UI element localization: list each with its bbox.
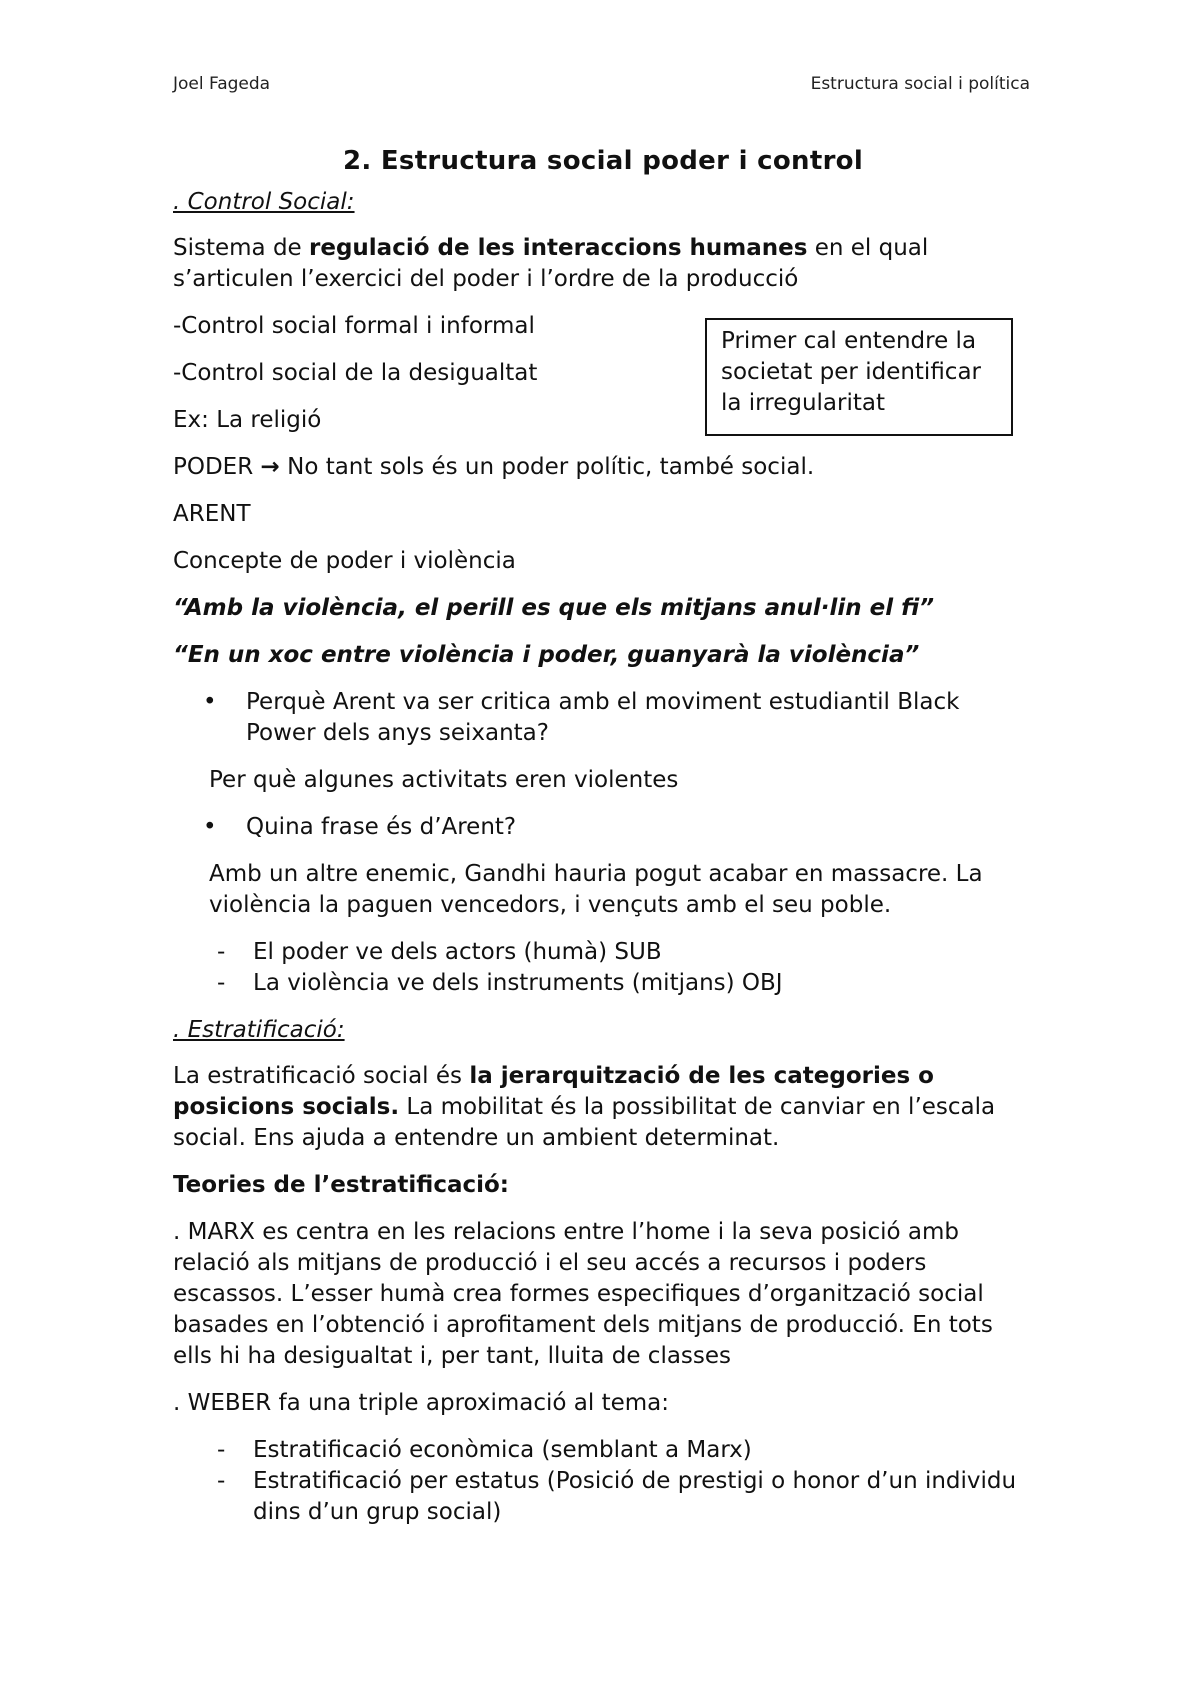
control-line-desigualtat: -Control social de la desigualtat [173,360,538,386]
control-line-example: Ex: La religió [173,407,322,433]
poder-line [173,452,1033,483]
marx-paragraph: . MARX es centra en les relacions entre l’home i la seva posició amb relació als mitjans de producció i el seu accés a recursos i poders escassos. L’esser humà crea formes especifiques d’organització social basades en l’obtenció i aprofitament dels mitjans de producció. En tots ells hi ha desigualtat i, per tant, lluita de classes [173,1219,993,1369]
definition-text-post: en el qual s’articulen l’exercici del poder i l’ordre de la producció [173,235,929,292]
list-item-text: La violència ve dels instruments (mitjans) OBJ [253,970,783,996]
dash-icon: - [217,1468,226,1494]
header-author: Joel Fageda [173,74,271,94]
document-body [173,144,1033,1544]
definition-text-pre: Sistema de [173,235,310,261]
list-item-text: Estratificació per estatus (Posició de prestigi o honor d’un individu dins d’un grup social) [253,1468,1017,1525]
poder-label: PODER [173,454,261,480]
section-heading-estratificacio: . Estratificació: [173,1017,345,1043]
list-item [173,937,1033,968]
page-title: 2. Estructura social poder i control [342,146,864,176]
control-social-definition [173,233,1033,295]
list-item [173,1435,1033,1466]
bullet-icon: • [203,689,217,715]
bullet-question-two [173,812,1033,843]
list-item-text: El poder ve dels actors (humà) SUB [253,939,662,965]
bullet-text: Quina frase és d’Arent? [246,814,517,840]
quote-two: “En un xoc entre violència i poder, guanyarà la violència” [173,642,920,668]
bullet-question-one [173,687,1033,749]
dash-icon: - [217,1437,226,1463]
teories-heading: Teories de l’estratificació: [173,1172,509,1198]
definition-text-bold: regulació de les interaccions humanes [309,235,808,261]
estratificacio-definition [173,1061,1033,1154]
arrow-right-icon: → [260,454,280,480]
definition-text-pre: La estratificació social és [173,1063,470,1089]
control-line-formal: -Control social formal i informal [173,313,535,339]
section-heading-control-social: . Control Social: [173,189,355,215]
note-box-text: Primer cal entendre la societat per identificar la irregularitat [721,328,982,416]
bullet-text: Perquè Arent va ser critica amb el moviment estudiantil Black Power dels anys seixanta? [246,689,960,746]
list-item-text: Estratificació econòmica (semblant a Marx) [253,1437,752,1463]
quote-one: “Amb la violència, el perill es que els mitjans anul·lin el fi” [173,595,935,621]
poder-text: No tant sols és un poder polític, també social. [279,454,815,480]
dash-list-poder [173,937,1033,999]
dash-icon: - [217,939,226,965]
dash-icon: - [217,970,226,996]
definition-text-post: La mobilitat és la possibilitat de canviar en l’escala social. Ens ajuda a entendre un ambient determinat. [173,1094,996,1151]
header-subject: Estructura social i política [810,74,1030,94]
concepte-line: Concepte de poder i violència [173,548,516,574]
weber-paragraph: . WEBER fa una triple aproximació al tema: [173,1390,670,1416]
answer-two: Amb un altre enemic, Gandhi hauria pogut acabar en massacre. La violència la paguen vencedors, i vençuts amb el seu poble. [209,861,983,918]
list-item [173,1466,1033,1528]
definition-text-bold: la jerarquització de les categories o posicions socials. [173,1063,934,1120]
dash-list-weber [173,1435,1033,1528]
bullet-icon: • [203,814,217,840]
arent-label: ARENT [173,501,251,527]
list-item [173,968,1033,999]
answer-one: Per què algunes activitats eren violentes [209,767,679,793]
